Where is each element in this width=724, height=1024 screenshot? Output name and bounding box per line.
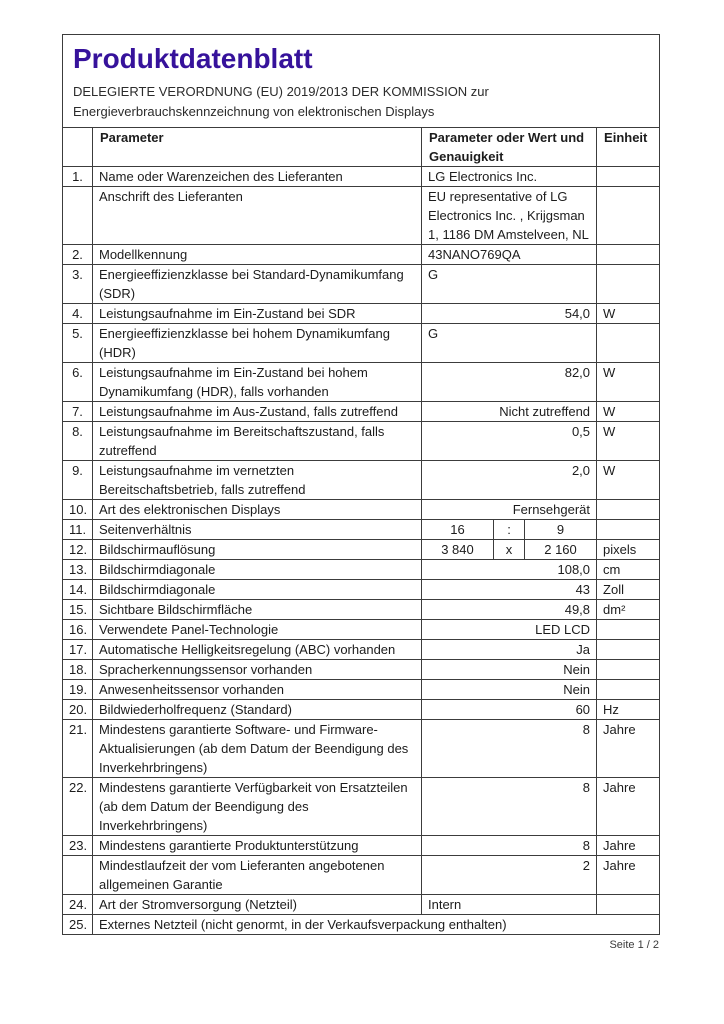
table-row bbox=[63, 245, 660, 265]
parameter-cell: Energieeffizienzklasse bei Standard-Dynamikumfang (SDR) bbox=[93, 265, 422, 304]
parameter-cell: Sichtbare Bildschirmfläche bbox=[93, 600, 422, 620]
row-number-cell: 25. bbox=[63, 915, 93, 935]
unit-cell: Jahre bbox=[597, 720, 660, 778]
table-row bbox=[63, 187, 660, 245]
value-cell: EU representative of LG Electronics Inc. , Krijgsman 1, 1186 DM Amstelveen, NL bbox=[422, 187, 597, 245]
row-number-cell: 6. bbox=[63, 363, 93, 402]
table-row bbox=[63, 856, 660, 895]
merged-parameter-cell: Externes Netzteil (nicht genormt, in der Verkaufsverpackung enthalten) bbox=[93, 915, 660, 935]
parameter-cell: Art der Stromversorgung (Netzteil) bbox=[93, 895, 422, 915]
value-cell: LG Electronics Inc. bbox=[422, 167, 597, 187]
parameter-cell: Automatische Helligkeitsregelung (ABC) vorhanden bbox=[93, 640, 422, 660]
row-number-cell: 1. bbox=[63, 167, 93, 187]
table-row bbox=[63, 540, 660, 560]
parameter-cell: Mindestens garantierte Software- und Firmware-Aktualisierungen (ab dem Datum der Beendigung des Inverkehrbringens) bbox=[93, 720, 422, 778]
parameter-cell: Anschrift des Lieferanten bbox=[93, 187, 422, 245]
value-cell: 108,0 bbox=[422, 560, 597, 580]
row-number-cell: 12. bbox=[63, 540, 93, 560]
row-number-cell: 5. bbox=[63, 324, 93, 363]
value-cell: Nein bbox=[422, 660, 597, 680]
row-number-cell: 3. bbox=[63, 265, 93, 304]
value-cell: 54,0 bbox=[422, 304, 597, 324]
value-cell: LED LCD bbox=[422, 620, 597, 640]
parameter-cell: Name oder Warenzeichen des Lieferanten bbox=[93, 167, 422, 187]
value-cell: 82,0 bbox=[422, 363, 597, 402]
value-separator-cell: x bbox=[494, 540, 525, 560]
parameter-cell: Mindestens garantierte Produktunterstützung bbox=[93, 836, 422, 856]
value-cell: 0,5 bbox=[422, 422, 597, 461]
row-number-cell: 20. bbox=[63, 700, 93, 720]
unit-cell: Jahre bbox=[597, 856, 660, 895]
parameter-cell: Energieeffizienzklasse bei hohem Dynamikumfang (HDR) bbox=[93, 324, 422, 363]
unit-cell: W bbox=[597, 363, 660, 402]
header-unit: Einheit bbox=[597, 128, 660, 167]
value-cell: Intern bbox=[422, 895, 597, 915]
parameter-cell: Bildschirmauflösung bbox=[93, 540, 422, 560]
table-row bbox=[63, 167, 660, 187]
parameter-cell: Mindestens garantierte Verfügbarkeit von Ersatzteilen (ab dem Datum der Beendigung des Inverkehrbringens) bbox=[93, 778, 422, 836]
parameter-cell: Leistungsaufnahme im vernetzten Bereitschaftsbetrieb, falls zutreffend bbox=[93, 461, 422, 500]
table-row bbox=[63, 422, 660, 461]
value-cell: 2 bbox=[422, 856, 597, 895]
value-cell: 8 bbox=[422, 836, 597, 856]
page-footer: Seite 1 / 2 bbox=[609, 939, 659, 952]
unit-cell: Jahre bbox=[597, 778, 660, 836]
parameter-cell: Modellkennung bbox=[93, 245, 422, 265]
table-row bbox=[63, 324, 660, 363]
value-part-cell: 2 160 bbox=[525, 540, 597, 560]
table-row bbox=[63, 500, 660, 520]
row-number-cell: 8. bbox=[63, 422, 93, 461]
unit-cell bbox=[597, 324, 660, 363]
unit-cell bbox=[597, 520, 660, 540]
header-parameter: Parameter bbox=[93, 128, 422, 167]
subtitle-line-2: Energieverbrauchskennzeichnung von elektronischen Displays bbox=[73, 104, 435, 120]
row-number-cell: 18. bbox=[63, 660, 93, 680]
row-number-cell bbox=[63, 856, 93, 895]
unit-cell: W bbox=[597, 461, 660, 500]
parameter-cell: Leistungsaufnahme im Ein-Zustand bei SDR bbox=[93, 304, 422, 324]
unit-cell: W bbox=[597, 422, 660, 461]
subtitle-line-1: DELEGIERTE VERORDNUNG (EU) 2019/2013 DER KOMMISSION zur bbox=[73, 84, 489, 100]
table-row bbox=[63, 461, 660, 500]
row-number-cell: 24. bbox=[63, 895, 93, 915]
row-number-cell: 16. bbox=[63, 620, 93, 640]
parameter-cell: Leistungsaufnahme im Ein-Zustand bei hohem Dynamikumfang (HDR), falls vorhanden bbox=[93, 363, 422, 402]
value-cell: 43NANO769QA bbox=[422, 245, 597, 265]
value-part-cell: 9 bbox=[525, 520, 597, 540]
row-number-cell: 14. bbox=[63, 580, 93, 600]
value-cell: G bbox=[422, 265, 597, 304]
value-cell: Nein bbox=[422, 680, 597, 700]
table-row bbox=[63, 680, 660, 700]
unit-cell bbox=[597, 265, 660, 304]
table-row bbox=[63, 620, 660, 640]
table-row bbox=[63, 836, 660, 856]
unit-cell bbox=[597, 500, 660, 520]
header-number-cell bbox=[63, 128, 93, 167]
value-cell: 60 bbox=[422, 700, 597, 720]
unit-cell: pixels bbox=[597, 540, 660, 560]
unit-cell bbox=[597, 680, 660, 700]
parameter-cell: Leistungsaufnahme im Aus-Zustand, falls zutreffend bbox=[93, 402, 422, 422]
value-cell: 2,0 bbox=[422, 461, 597, 500]
parameter-cell: Art des elektronischen Displays bbox=[93, 500, 422, 520]
table-row bbox=[63, 700, 660, 720]
parameter-cell: Spracherkennungssensor vorhanden bbox=[93, 660, 422, 680]
row-number-cell: 21. bbox=[63, 720, 93, 778]
value-cell: Fernsehgerät bbox=[422, 500, 597, 520]
datasheet-table bbox=[62, 127, 660, 935]
row-number-cell: 4. bbox=[63, 304, 93, 324]
document-page bbox=[62, 34, 660, 951]
value-cell: Nicht zutreffend bbox=[422, 402, 597, 422]
row-number-cell: 15. bbox=[63, 600, 93, 620]
table-header-row bbox=[63, 128, 660, 167]
table-row bbox=[63, 720, 660, 778]
parameter-cell: Bildschirmdiagonale bbox=[93, 580, 422, 600]
unit-cell bbox=[597, 895, 660, 915]
row-number-cell: 13. bbox=[63, 560, 93, 580]
value-separator-cell: : bbox=[494, 520, 525, 540]
page-title: Produktdatenblatt bbox=[73, 43, 313, 74]
parameter-cell: Mindestlaufzeit der vom Lieferanten angebotenen allgemeinen Garantie bbox=[93, 856, 422, 895]
row-number-cell: 2. bbox=[63, 245, 93, 265]
row-number-cell: 7. bbox=[63, 402, 93, 422]
row-number-cell: 19. bbox=[63, 680, 93, 700]
table-row bbox=[63, 363, 660, 402]
unit-cell: Jahre bbox=[597, 836, 660, 856]
row-number-cell: 17. bbox=[63, 640, 93, 660]
value-cell: 8 bbox=[422, 778, 597, 836]
value-cell: 43 bbox=[422, 580, 597, 600]
unit-cell bbox=[597, 187, 660, 245]
parameter-cell: Seitenverhältnis bbox=[93, 520, 422, 540]
row-number-cell: 11. bbox=[63, 520, 93, 540]
table-row bbox=[63, 660, 660, 680]
unit-cell bbox=[597, 620, 660, 640]
table-row bbox=[63, 895, 660, 915]
table-row bbox=[63, 520, 660, 540]
value-cell: 8 bbox=[422, 720, 597, 778]
parameter-cell: Verwendete Panel-Technologie bbox=[93, 620, 422, 640]
unit-cell: Zoll bbox=[597, 580, 660, 600]
unit-cell bbox=[597, 167, 660, 187]
row-number-cell: 22. bbox=[63, 778, 93, 836]
row-number-cell: 10. bbox=[63, 500, 93, 520]
parameter-cell: Anwesenheitssensor vorhanden bbox=[93, 680, 422, 700]
unit-cell: Hz bbox=[597, 700, 660, 720]
datasheet-table-body bbox=[63, 167, 660, 935]
table-row bbox=[63, 304, 660, 324]
value-cell: Ja bbox=[422, 640, 597, 660]
header-value: Parameter oder Wert und Genauigkeit bbox=[422, 128, 597, 167]
unit-cell bbox=[597, 245, 660, 265]
table-row bbox=[63, 600, 660, 620]
unit-cell: W bbox=[597, 304, 660, 324]
value-part-cell: 16 bbox=[422, 520, 494, 540]
table-row bbox=[63, 640, 660, 660]
table-row bbox=[63, 778, 660, 836]
parameter-cell: Leistungsaufnahme im Bereitschaftszustand, falls zutreffend bbox=[93, 422, 422, 461]
unit-cell: dm² bbox=[597, 600, 660, 620]
parameter-cell: Bildschirmdiagonale bbox=[93, 560, 422, 580]
value-cell: 49,8 bbox=[422, 600, 597, 620]
row-number-cell: 23. bbox=[63, 836, 93, 856]
table-row bbox=[63, 915, 660, 935]
unit-cell: cm bbox=[597, 560, 660, 580]
value-cell: G bbox=[422, 324, 597, 363]
value-part-cell: 3 840 bbox=[422, 540, 494, 560]
table-row bbox=[63, 265, 660, 304]
unit-cell: W bbox=[597, 402, 660, 422]
table-row bbox=[63, 402, 660, 422]
parameter-cell: Bildwiederholfrequenz (Standard) bbox=[93, 700, 422, 720]
row-number-cell bbox=[63, 187, 93, 245]
unit-cell bbox=[597, 660, 660, 680]
unit-cell bbox=[597, 640, 660, 660]
row-number-cell: 9. bbox=[63, 461, 93, 500]
document-header bbox=[62, 34, 660, 127]
table-row bbox=[63, 560, 660, 580]
table-row bbox=[63, 580, 660, 600]
